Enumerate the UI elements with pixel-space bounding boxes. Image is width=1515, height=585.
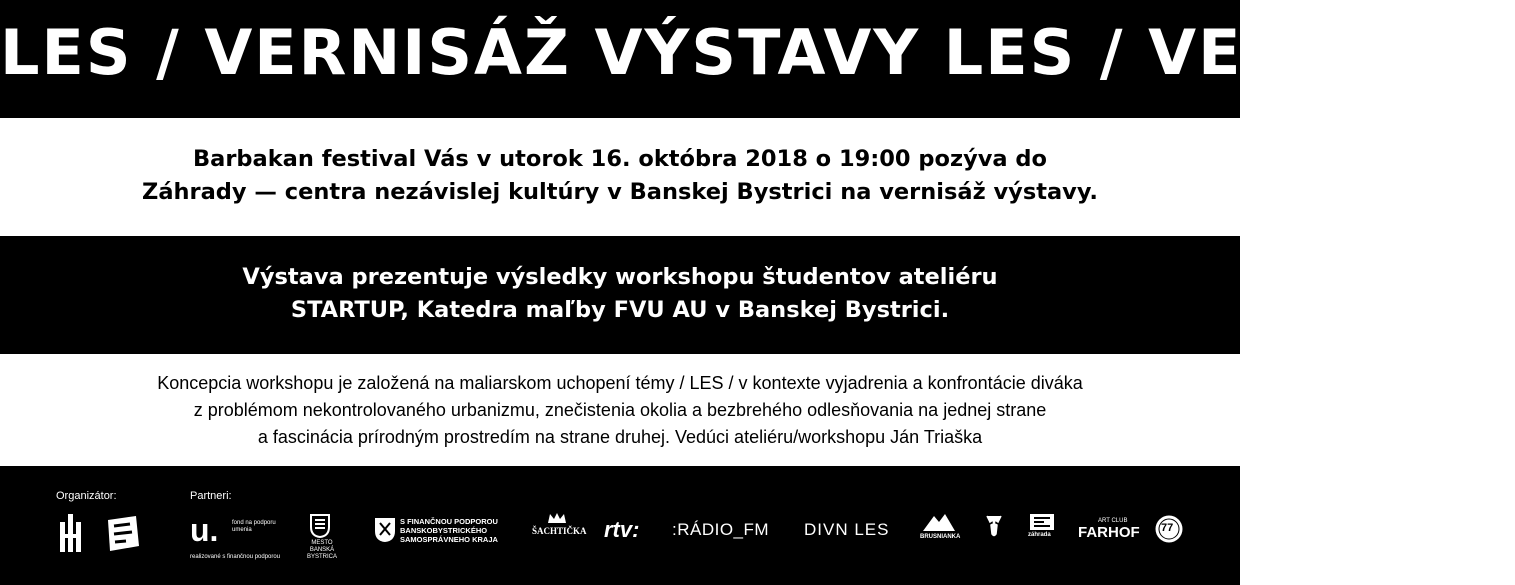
- farhof-logo: FARHOF: [1078, 524, 1140, 541]
- exhibition-text: [0, 261, 1240, 327]
- partners-label: Partneri:: [190, 490, 232, 502]
- invitation-line-2: Záhrady — centra nezávislej kultúry v Banskej Bystrici na vernisáž výstavy.: [142, 179, 1098, 205]
- brusnianka-mountain-icon: [922, 512, 956, 532]
- radio-fm-logo: :RÁDIO_FM: [672, 520, 770, 539]
- zahrada-label: záhrada: [1028, 532, 1051, 538]
- organizer-label: Organizátor:: [56, 490, 117, 502]
- sachticka-crown-icon: [547, 512, 567, 524]
- invitation-text: [0, 143, 1240, 209]
- deer-head-icon: [985, 514, 1003, 540]
- concept-line-2: z problémom nekontrolovaného urbanizmu, znečistenia okolia a bezbrehého odlesňovania na jednej strane: [193, 400, 1047, 420]
- zahrada-mark-icon: [1030, 514, 1054, 530]
- banner-title: LES / VERNISÁŽ VÝSTAVY LES / VERNISÁŽ: [0, 16, 1515, 89]
- rtvs-logo: rtv:: [604, 517, 640, 542]
- sachticka-logo: ŠACHTIČKA: [532, 526, 587, 536]
- fpu-logo-icon: u.: [190, 512, 219, 548]
- organizer-stamp-icon: [106, 516, 140, 552]
- exhibition-line-2: STARTUP, Katedra maľby FVU AU v Banskej Bystrici.: [290, 297, 950, 323]
- bbsk-label: S FINANČNOU PODPOROU BANSKOBYSTRICKÉHO SAMOSPRÁVNEHO KRAJA: [400, 517, 498, 544]
- bbsk-crest-icon: [374, 517, 396, 543]
- concept-line-1: Koncepcia workshopu je založená na maliarskom uchopení témy / LES / v kontexte vyjadrenia a konfrontácie diváka: [157, 373, 1083, 393]
- exhibition-line-1: Výstava prezentuje výsledky workshopu študentov ateliéru: [242, 264, 998, 290]
- invitation-section: [0, 118, 1240, 236]
- brusnianka-label: BRUSNIANKA: [920, 534, 961, 540]
- klub-77-number: 77: [1161, 522, 1174, 534]
- city-crest-icon: [310, 514, 330, 538]
- title-banner: [0, 0, 1515, 118]
- farhof-subtitle: ART CLUB: [1098, 518, 1128, 524]
- concept-text: [0, 370, 1240, 451]
- fpu-caption: realizované s finančnou podporou: [190, 554, 281, 560]
- fpu-logo-text: fond na podporu umenia: [232, 520, 276, 533]
- city-label: MESTO BANSKÁ BYSTRICA: [306, 540, 337, 560]
- concept-section: [0, 354, 1240, 466]
- exhibition-section: [0, 236, 1240, 354]
- invitation-line-1: Barbakan festival Vás v utorok 16. októbra 2018 o 19:00 pozýva do: [192, 146, 1047, 172]
- divne-les-logo: DIVN LES: [804, 520, 890, 539]
- barbakan-castle-icon: [58, 512, 82, 554]
- concept-line-3: a fascinácia prírodným prostredím na strane druhej. Vedúci ateliéru/workshopu Ján Triaška: [257, 427, 983, 447]
- sponsors-footer: [0, 466, 1240, 585]
